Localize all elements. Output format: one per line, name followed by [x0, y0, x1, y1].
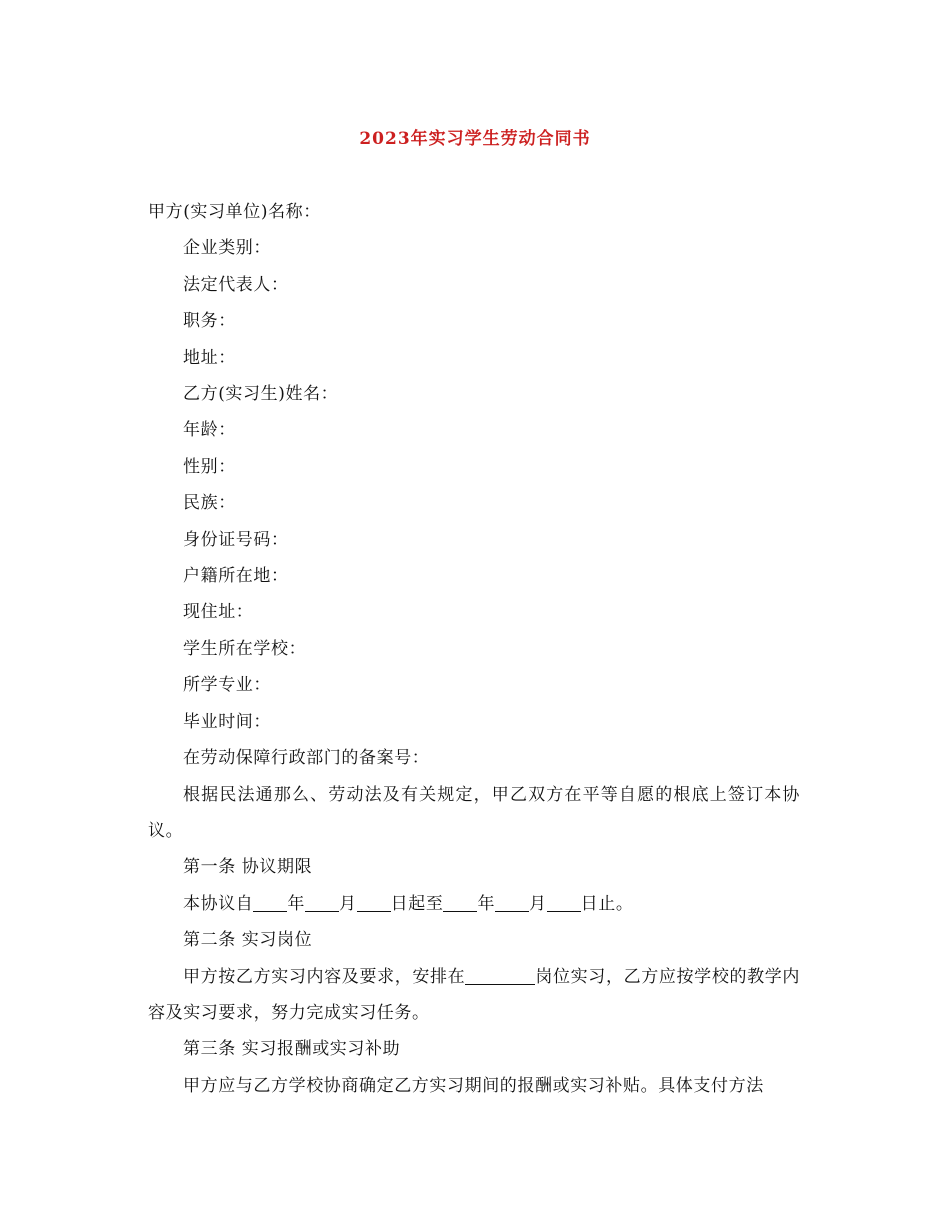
- field-school: 学生所在学校：: [183, 638, 307, 659]
- field-current-address: 现住址：: [183, 602, 254, 623]
- document-title: 2023年实习学生劳动合同书: [359, 129, 591, 149]
- article-2-text: [148, 959, 800, 1032]
- field-household-registration: 户籍所在地：: [183, 566, 289, 587]
- article-1-text: [148, 886, 800, 922]
- article-2-after-blank: 岗位实习，乙方应按学校的教学内容及实习要求，努力完成实习任务。: [148, 966, 801, 1023]
- field-age: 年龄：: [183, 420, 236, 441]
- blank-line: [495, 894, 529, 912]
- article-1-part: 月: [529, 893, 547, 914]
- article-3-heading: 第三条 实习报酬或实习补助: [183, 1039, 401, 1060]
- blank-line: [443, 894, 477, 912]
- field-legal-representative: 法定代表人：: [183, 274, 289, 295]
- field-position: 职务：: [183, 311, 236, 332]
- blank-line: [547, 894, 581, 912]
- article-1-part: 日起至: [390, 893, 444, 914]
- field-address: 地址：: [183, 347, 236, 368]
- article-1-part: 日止。: [580, 893, 634, 914]
- intro-paragraph: 根据民法通那么、劳动法及有关规定，甲乙双方在平等自愿的根底上签订本协议。: [148, 784, 800, 841]
- field-id-number: 身份证号码：: [183, 529, 289, 550]
- article-2-before-blank: 甲方按乙方实习内容及要求，安排在: [183, 966, 466, 987]
- field-ethnicity: 民族：: [183, 493, 236, 514]
- field-gender: 性别：: [183, 456, 236, 477]
- field-graduation-time: 毕业时间：: [183, 711, 271, 732]
- article-1-part: 本协议自: [183, 893, 254, 914]
- field-filing-number: 在劳动保障行政部门的备案号：: [183, 748, 430, 769]
- article-2-heading: 第二条 实习岗位: [183, 930, 313, 951]
- field-major: 所学专业：: [183, 675, 271, 696]
- article-1-part: 月: [339, 893, 357, 914]
- article-3-text: 甲方应与乙方学校协商确定乙方实习期间的报酬或实习补贴。具体支付方法: [183, 1075, 764, 1096]
- field-party-b-name: 乙方(实习生)姓名：: [183, 384, 339, 405]
- field-party-a-name: 甲方(实习单位)名称：: [148, 202, 321, 222]
- blank-line: [305, 894, 339, 912]
- article-1-part: 年: [287, 893, 306, 914]
- field-company-type: 企业类别：: [183, 238, 271, 259]
- blank-line: [357, 894, 391, 912]
- article-1-heading: 第一条 协议期限: [183, 857, 313, 878]
- document-body: [148, 194, 800, 1104]
- article-1-part: 年: [477, 893, 496, 914]
- blank-line: [465, 967, 535, 985]
- blank-line: [253, 894, 287, 912]
